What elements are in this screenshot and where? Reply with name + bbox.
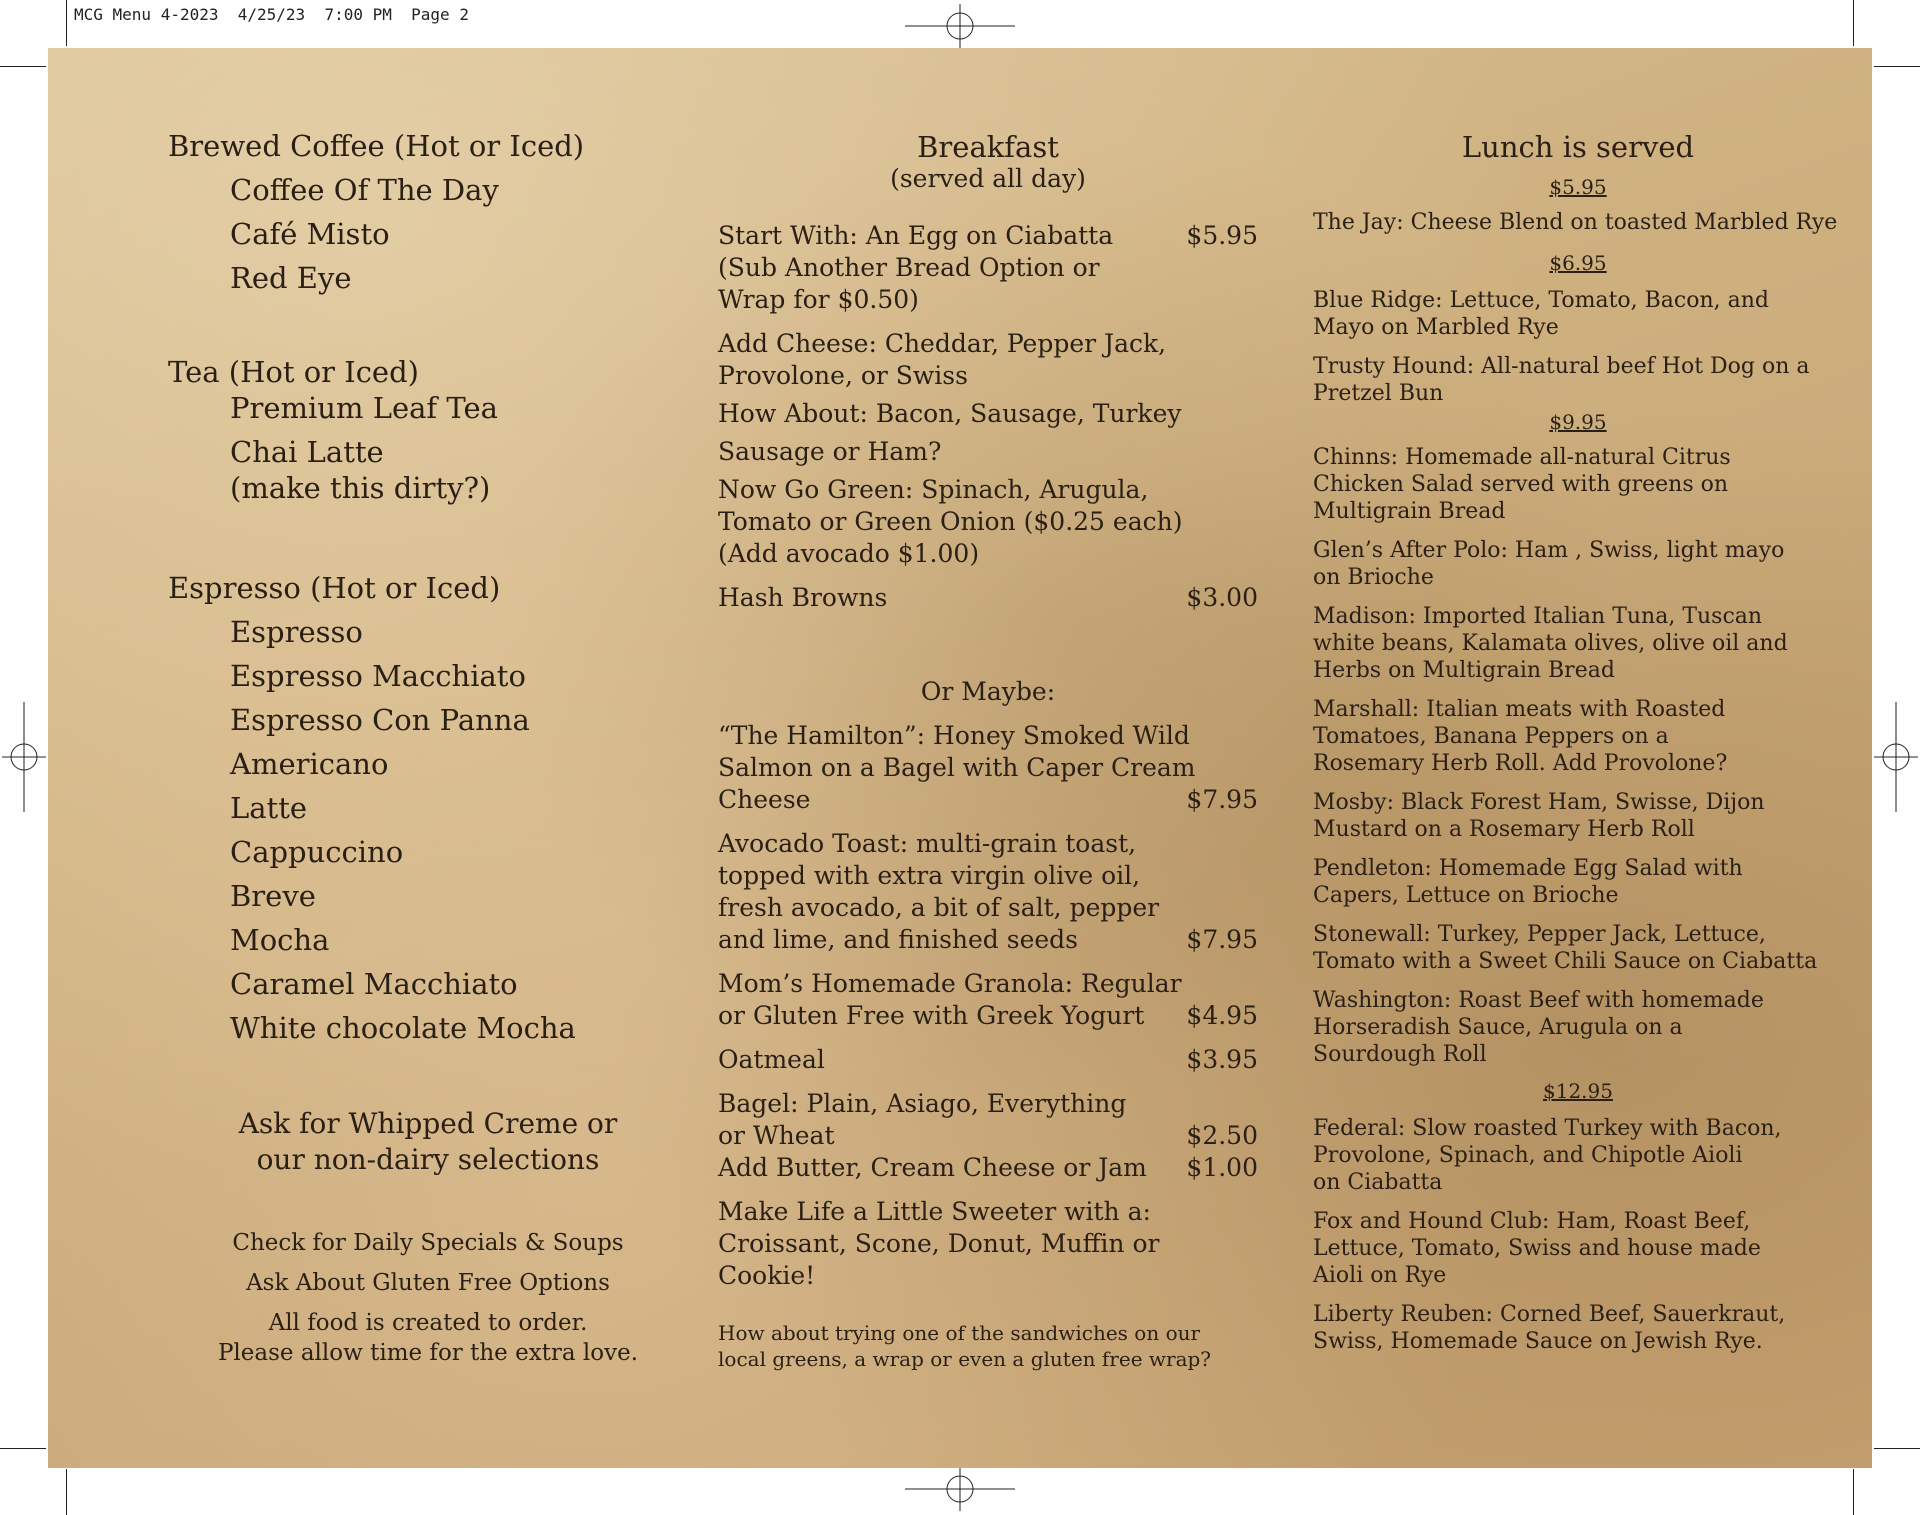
item-text: Now Go Green: Spinach, Arugula,: [718, 475, 1149, 504]
lunch-column: [1313, 48, 1843, 1468]
created-note: All food is created to order.: [268, 1310, 588, 1336]
item-line: Multigrain Bread: [1313, 499, 1506, 524]
menu-item: [1313, 287, 1843, 341]
item-line: Aioli on Rye: [1313, 1263, 1447, 1288]
item-line: Mosby: Black Forest Ham, Swisse, Dijon: [1313, 790, 1765, 815]
price-tier: $12.95: [1543, 1079, 1613, 1103]
print-slug: MCG Menu 4-2023 4/25/23 7:00 PM Page 2: [74, 5, 469, 24]
item-text: Croissant, Scone, Donut, Muffin or Cookie!: [718, 1229, 1160, 1290]
menu-item: Breve: [230, 879, 316, 913]
item-text: fresh avocado, a bit of salt, pepper: [718, 893, 1160, 922]
item-line: Lettuce, Tomato, Swiss and house made: [1313, 1236, 1761, 1261]
item-line: Tomato with a Sweet Chili Sauce on Ciabatta: [1313, 949, 1818, 974]
price-tier: $6.95: [1549, 251, 1607, 275]
item-line: Mustard on a Rosemary Herb Roll: [1313, 817, 1695, 842]
item-line: white beans, Kalamata olives, olive oil and: [1313, 631, 1788, 656]
item-text: Start With: An Egg on Ciabatta: [718, 221, 1114, 250]
menu-item: White chocolate Mocha: [230, 1011, 576, 1045]
whipped-note: our non-dairy selections: [256, 1143, 600, 1176]
item-text: Cheese: [718, 785, 811, 814]
menu-item: Espresso Con Panna: [230, 703, 530, 737]
item-text: or Gluten Free with Greek Yogurt: [718, 1001, 1145, 1030]
menu-item-note: (make this dirty?): [230, 471, 491, 505]
item-text: How About: Bacon, Sausage, Turkey: [718, 399, 1182, 428]
item-line: Blue Ridge: Lettuce, Tomato, Bacon, and: [1313, 288, 1770, 313]
menu-item: Coffee Of The Day: [230, 173, 499, 207]
created-note: Please allow time for the extra love.: [217, 1340, 639, 1366]
menu-item: [718, 1120, 1258, 1152]
menu-item: [1313, 1208, 1843, 1289]
coffee-heading: Brewed Coffee (Hot or Iced): [168, 129, 585, 163]
item-price: $7.95: [1186, 785, 1258, 814]
item-price: $2.50: [1186, 1121, 1258, 1150]
item-line: Chinns: Homemade all-natural Citrus: [1313, 445, 1731, 470]
menu-item: [718, 924, 1258, 956]
menu-item: The Jay: Cheese Blend on toasted Marbled Rye: [1313, 210, 1838, 235]
menu-item: [1313, 1115, 1843, 1196]
item-line: Stonewall: Turkey, Pepper Jack, Lettuce,: [1313, 922, 1766, 947]
tea-heading: Tea (Hot or Iced): [168, 355, 419, 389]
menu-item: Latte: [230, 791, 308, 825]
menu-item: Espresso Macchiato: [230, 659, 526, 693]
breakfast-column: [718, 48, 1258, 1468]
menu-item: Premium Leaf Tea: [230, 391, 498, 425]
item-text: Add Cheese: Cheddar, Pepper Jack,: [718, 329, 1167, 358]
item-line: Washington: Roast Beef with homemade: [1313, 988, 1764, 1013]
menu-item: [718, 1000, 1258, 1032]
item-line: on Ciabatta: [1313, 1170, 1443, 1195]
item-line: Rosemary Herb Roll. Add Provolone?: [1313, 751, 1728, 776]
menu-page: [48, 48, 1872, 1468]
item-text: Provolone, or Swiss: [718, 361, 968, 390]
crop-mark: [0, 1448, 46, 1449]
menu-item: [1313, 353, 1843, 407]
item-price: $7.95: [1186, 925, 1258, 954]
menu-item: [1313, 696, 1843, 777]
footer-note: How about trying one of the sandwiches on our: [718, 1321, 1201, 1345]
item-line: Mayo on Marbled Rye: [1313, 315, 1559, 340]
registration-mark-top: [905, 4, 1015, 48]
item-text: Mom’s Homemade Granola: Regular: [718, 969, 1182, 998]
registration-mark-bottom: [905, 1467, 1015, 1511]
menu-item: [718, 582, 1258, 614]
item-line: Swiss, Homemade Sauce on Jewish Rye.: [1313, 1329, 1763, 1354]
menu-item: Chai Latte: [230, 435, 384, 469]
menu-item: [718, 784, 1258, 816]
registration-mark-left: [2, 702, 46, 812]
price-tier: $9.95: [1549, 410, 1607, 434]
crop-mark: [0, 66, 46, 67]
item-line: Chicken Salad served with greens on: [1313, 472, 1729, 497]
crop-mark: [66, 0, 67, 46]
menu-item: [1313, 987, 1843, 1068]
item-price: $4.95: [1186, 1001, 1258, 1030]
crop-mark: [1874, 1448, 1920, 1449]
menu-item: Café Misto: [230, 217, 390, 251]
menu-item: [1313, 789, 1843, 843]
menu-item: [718, 220, 1258, 252]
menu-item: Mocha: [230, 923, 330, 957]
item-price: $1.00: [1186, 1153, 1258, 1182]
menu-item: [718, 1044, 1258, 1076]
menu-item: Red Eye: [230, 261, 352, 295]
menu-item: [718, 1152, 1258, 1184]
item-text: Salmon on a Bagel with Caper Cream: [718, 753, 1196, 782]
item-line: Pendleton: Homemade Egg Salad with: [1313, 856, 1743, 881]
item-line: Capers, Lettuce on Brioche: [1313, 883, 1619, 908]
or-maybe-heading: Or Maybe:: [920, 677, 1056, 706]
item-line: Horseradish Sauce, Arugula on a: [1313, 1015, 1683, 1040]
item-text: Add Butter, Cream Cheese or Jam: [718, 1153, 1147, 1182]
gluten-note: Ask About Gluten Free Options: [246, 1270, 610, 1296]
registration-mark-right: [1874, 702, 1918, 812]
item-text: and lime, and finished seeds: [718, 925, 1078, 954]
drinks-column: [168, 48, 688, 1468]
item-text: or Wheat: [718, 1121, 835, 1150]
menu-item: Caramel Macchiato: [230, 967, 518, 1001]
crop-mark: [1853, 1469, 1854, 1515]
lunch-title: Lunch is served: [1461, 130, 1695, 164]
espresso-heading: Espresso (Hot or Iced): [168, 571, 501, 605]
breakfast-subtitle: (served all day): [890, 164, 1086, 193]
breakfast-title: Breakfast: [917, 130, 1059, 164]
item-text: Hash Browns: [718, 583, 888, 612]
item-line: Herbs on Multigrain Bread: [1313, 658, 1615, 683]
menu-item: [1313, 1301, 1843, 1355]
item-text: (Add avocado $1.00): [718, 539, 980, 568]
item-line: Glen’s After Polo: Ham , Swiss, light mayo: [1313, 538, 1785, 563]
item-line: Sourdough Roll: [1313, 1042, 1487, 1067]
item-line: Trusty Hound: All-natural beef Hot Dog on a: [1313, 354, 1810, 379]
item-text: Avocado Toast: multi-grain toast,: [718, 829, 1137, 858]
item-line: Liberty Reuben: Corned Beef, Sauerkraut,: [1313, 1302, 1786, 1327]
menu-item: Espresso: [230, 615, 363, 649]
item-line: Madison: Imported Italian Tuna, Tuscan: [1313, 604, 1763, 629]
item-text: Tomato or Green Onion ($0.25 each): [718, 507, 1183, 536]
item-price: $5.95: [1186, 221, 1258, 250]
item-price: $3.00: [1186, 583, 1258, 612]
item-text: “The Hamilton”: Honey Smoked Wild: [718, 721, 1190, 750]
item-text: Sausage or Ham?: [718, 437, 942, 466]
item-text: Make Life a Little Sweeter with a:: [718, 1197, 1151, 1226]
item-text: Bagel: Plain, Asiago, Everything: [718, 1089, 1127, 1118]
item-line: Fox and Hound Club: Ham, Roast Beef,: [1313, 1209, 1751, 1234]
menu-item: [1313, 855, 1843, 909]
item-line: Pretzel Bun: [1313, 381, 1444, 406]
crop-mark: [66, 1469, 67, 1515]
item-line: Provolone, Spinach, and Chipotle Aioli: [1313, 1143, 1743, 1168]
whipped-note: Ask for Whipped Creme or: [238, 1107, 618, 1140]
item-line: Tomatoes, Banana Peppers on a: [1313, 724, 1669, 749]
crop-mark: [1874, 66, 1920, 67]
footer-note: local greens, a wrap or even a gluten free wrap?: [718, 1347, 1212, 1371]
price-tier: $5.95: [1549, 175, 1607, 199]
menu-item: Cappuccino: [230, 835, 404, 869]
menu-item: [1313, 444, 1843, 525]
item-line: on Brioche: [1313, 565, 1434, 590]
item-text: Oatmeal: [718, 1045, 825, 1074]
item-line: Marshall: Italian meats with Roasted: [1313, 697, 1726, 722]
menu-item: [1313, 603, 1843, 684]
item-text: topped with extra virgin olive oil,: [718, 861, 1141, 890]
menu-item: [1313, 921, 1843, 975]
item-text: Wrap for $0.50): [718, 285, 919, 314]
menu-item: Americano: [230, 747, 389, 781]
item-price: $3.95: [1186, 1045, 1258, 1074]
item-line: Federal: Slow roasted Turkey with Bacon,: [1313, 1116, 1782, 1141]
menu-item: [1313, 537, 1843, 591]
specials-note: Check for Daily Specials & Soups: [232, 1230, 624, 1256]
crop-mark: [1853, 0, 1854, 46]
item-text: (Sub Another Bread Option or: [718, 253, 1100, 282]
